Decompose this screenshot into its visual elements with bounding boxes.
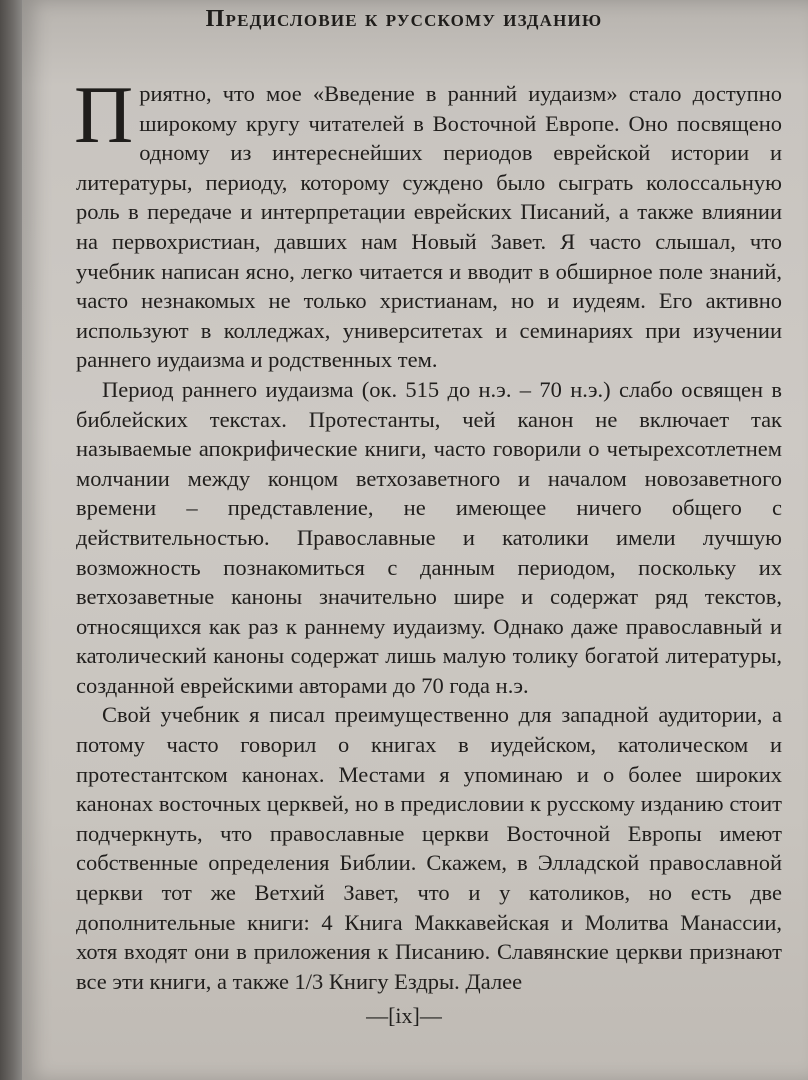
paragraph-3: Свой учебник я писал преимущественно для западной аудитории, а потому часто говорил о книгах в иудейском, католическом и протестантском канонах. Местами я упоминаю и о более широких канонах восточных церквей, но в предисловии к русскому изданию стоит подчеркнуть, что православные церкви Восточной Европы имеют собственные определения Библии. Скажем, в Элладской православной церкви тот же Ветхий Завет, что и у католиков, но есть две дополнительные книги: 4 Книга Маккавейская и Молитва Манассии, хотя входят они в приложения к Писанию. Славянские церкви признают все эти книги, а также 1/3 Книгу Ездры. Далее: [76, 702, 782, 994]
page-body: [74, 69, 782, 996]
page-number: —[ix]—: [366, 1003, 442, 1028]
paragraph-1: [74, 69, 782, 375]
facing-page-edge: [0, 0, 22, 1080]
paragraph-2: Период раннего иудаизма (ок. 515 до н.э. – 70 н.э.) слабо освящен в библейских текстах. Протестанты, чей канон не включает так называемые апокрифические книги, часто говорили о четырехсотлетнем молчании между концом ветхозаветного и началом новозаветного времени – представление, не имеющее ничего общего с действительностью. Православные и католики имели лучшую возможность познакомиться с данным периодом, поскольку их ветхозаветные каноны значительно шире и содержат ряд текстов, относящихся как раз к раннему иудаизму. Однако даже православный и католический каноны содержат лишь малую толику богатой литературы, созданной еврейскими авторами до 70 года н.э.: [76, 376, 782, 698]
page-header: Предисловие к русскому изданию: [205, 6, 603, 32]
drop-cap: П: [74, 69, 134, 160]
paragraph-1-text: риятно, что мое «Введение в ранний иудаизм» стало доступно широкому кругу читателей в Восточной Европе. Оно посвящено одному из интереснейших периодов еврейской истории и литературы, периоду, которому суждено было сыграть колоссальную роль в передаче и интерпретации еврейских Писаний, а также влиянии на первохристиан, давших нам Новый Завет. Я часто слышал, что учебник написан ясно, легко читается и вводит в обширное поле знаний, часто незнакомых не только христианам, но и иудеям. Его активно используют в колледжах, университетах и семинариях при изучении раннего иудаизма и родственных тем.: [76, 81, 782, 373]
